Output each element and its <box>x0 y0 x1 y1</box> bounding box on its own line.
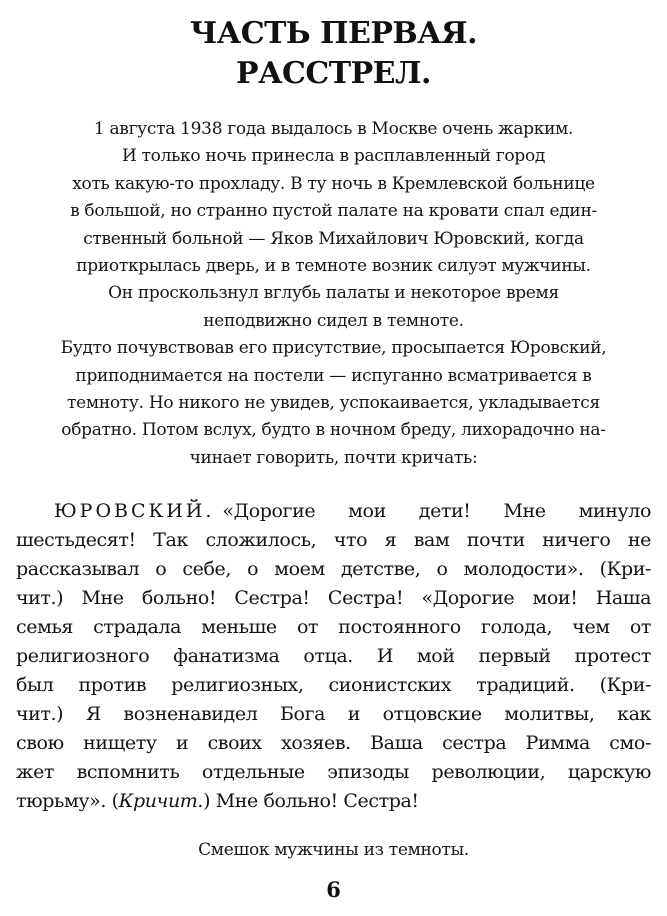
stage-line: ственный больной — Яков Михайлович Юровский, когда <box>83 228 584 249</box>
stage-note: Смешок мужчины из темноты. <box>198 840 469 860</box>
stage-line: чинает говорить, почти кричать: <box>189 447 478 468</box>
speech-line-first <box>16 497 651 526</box>
stage-line: приоткрылась дверь, и в темноте возник силуэт мужчины. <box>76 256 591 277</box>
speech-line: был против религиозных, сионистских традиций. (Кри- <box>16 674 651 696</box>
stage-line: Он проскользнул вглубь палаты и некоторое время <box>108 283 559 304</box>
speaker-name: ЮРОВСКИЙ. <box>54 500 215 522</box>
stage-line: 1 августа 1938 года выдалось в Москве очень жарким. <box>93 119 574 139</box>
stage-line: обратно. Потом вслух, будто в ночном бреду, лихорадочно на- <box>61 420 606 441</box>
stage-note-italic: Кричит. <box>118 790 204 812</box>
speech-text: «Дорогие мои дети! Мне минуло <box>222 500 651 522</box>
speech-block <box>16 497 651 816</box>
speech-text: тюрьму». ( <box>16 790 119 812</box>
speech-line: рассказывал о себе, о моем детстве, о молодости». (Кри- <box>16 558 651 580</box>
stage-line: темноту. Но никого не увидев, успокаивается, укладывается <box>67 393 600 414</box>
stage-line: Будто почувствовав его присутствие, просыпается Юровский, <box>60 338 607 359</box>
stage-line: неподвижно сидел в темноте. <box>203 310 464 331</box>
stage-line: хоть какую-то прохладу. В ту ночь в Кремлевской больнице <box>72 173 595 194</box>
speech-line: жет вспомнить отдельные эпизоды революции, царскую <box>16 761 651 783</box>
page-number: 6 <box>326 877 341 902</box>
stage-line: в большой, но странно пустой палате на кровати спал един- <box>70 201 597 222</box>
speech-line: чит.) Мне больно! Сестра! Сестра! «Дорогие мои! Наша <box>16 587 651 609</box>
stage-line: приподнимается на постели — испуганно всматривается в <box>75 365 592 386</box>
speech-text: ) Мне больно! Сестра! <box>203 790 419 812</box>
speech-line: семья страдала меньше от постоянного голода, чем от <box>16 616 651 638</box>
stage-line: И только ночь принесла в расплавленный город <box>121 146 546 167</box>
chapter-title-line-2: РАССТРЕЛ. <box>236 56 431 91</box>
speech-line: чит.) Я возненавидел Бога и отцовские молитвы, как <box>16 703 651 725</box>
stage-direction <box>12 116 655 472</box>
speech-line-last <box>16 787 651 816</box>
speech-line: религиозного фанатизма отца. И мой первый протест <box>16 645 651 667</box>
speech-line: шестьдесят! Так сложилось, что я вам почти ничего не <box>16 529 651 551</box>
speech-line: свою нищету и своих хозяев. Ваша сестра Римма смо- <box>16 732 651 754</box>
chapter-title-line-1: ЧАСТЬ ПЕРВАЯ. <box>189 16 478 51</box>
